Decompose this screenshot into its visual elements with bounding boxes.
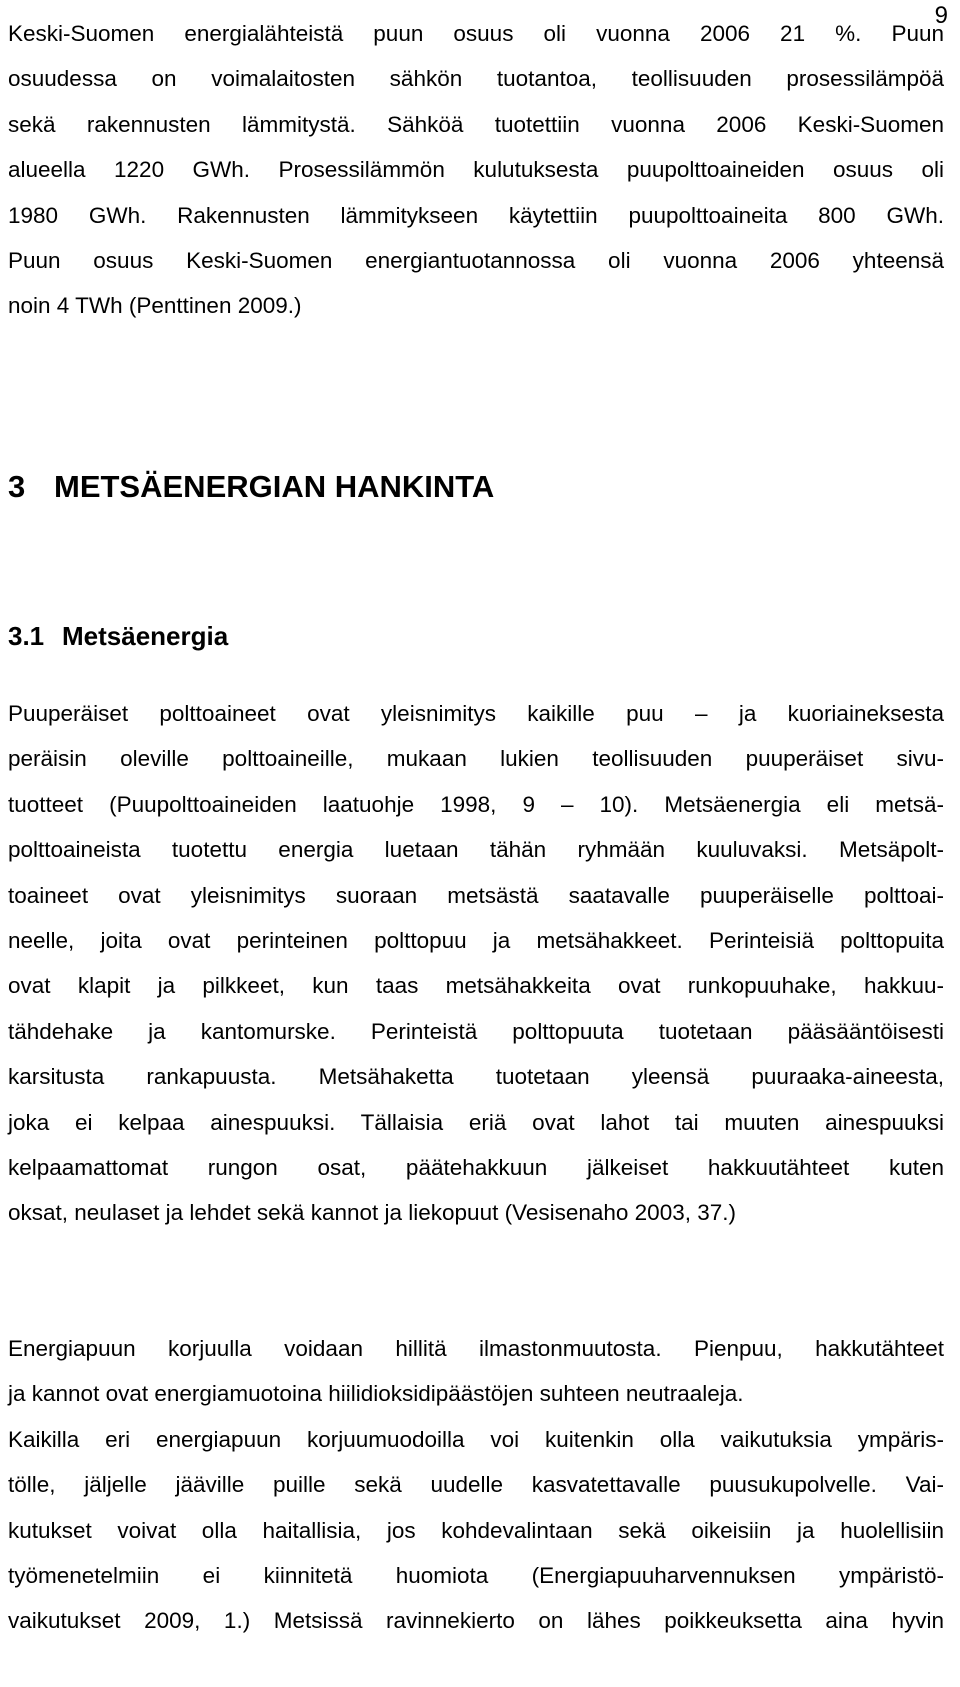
body-paragraph-1 — [8, 691, 944, 1236]
chapter-title: METSÄENERGIAN HANKINTA — [54, 469, 495, 504]
intro-line: 1980 GWh. Rakennusten lämmitykseen käytettiin puupolttoaineita 800 GWh. — [8, 202, 944, 228]
intro-line: sekä rakennusten lämmitystä. Sähköä tuotettiin vuonna 2006 Keski-Suomen — [8, 111, 944, 137]
chapter-number: 3 — [8, 469, 26, 504]
intro-line: Puun osuus Keski-Suomen energiantuotannossa oli vuonna 2006 yhteensä — [8, 248, 944, 274]
para2-line: tölle, jäljelle jääville puille sekä uudelle kasvatettavalle puusukupolvelle. Vai- — [8, 1472, 944, 1498]
para2-line: kutukset voivat olla haitallisia, jos kohdevalintaan sekä oikeisiin ja huolellisiin — [8, 1517, 944, 1543]
para1-line: karsitusta rankapuusta. Metsähaketta tuotetaan yleensä puuraaka-aineesta, — [8, 1064, 944, 1090]
para2-line: vaikutukset 2009, 1.) Metsissä ravinnekierto on lähes poikkeuksetta aina hyvin — [8, 1608, 944, 1634]
intro-line: osuudessa on voimalaitosten sähkön tuotantoa, teollisuuden prosessilämpöä — [8, 66, 944, 92]
section-heading — [8, 618, 228, 654]
para1-line: Puuperäiset polttoaineet ovat yleisnimitys kaikille puu – ja kuoriaineksesta — [8, 701, 944, 726]
para2-line: Energiapuun korjuulla voidaan hillitä ilmastonmuutosta. Pienpuu, hakkutähteet — [8, 1336, 944, 1361]
body-paragraph-2 — [8, 1326, 944, 1644]
intro-line: Keski-Suomen energialähteistä puun osuus oli vuonna 2006 21 %. Puun — [8, 21, 944, 46]
para1-line: peräisin oleville polttoaineille, mukaan lukien teollisuuden puuperäiset sivu- — [8, 746, 944, 772]
para1-line: polttoaineista tuotettu energia luetaan tähän ryhmään kuuluvaksi. Metsäpolt- — [8, 837, 944, 863]
para1-line: ovat klapit ja pilkkeet, kun taas metsähakkeita ovat runkopuuhake, hakkuu- — [8, 973, 944, 999]
intro-line: alueella 1220 GWh. Prosessilämmön kulutuksesta puupolttoaineiden osuus oli — [8, 157, 944, 183]
para1-line: tähdehake ja kantomurske. Perinteistä polttopuuta tuotetaan pääsääntöisesti — [8, 1018, 944, 1044]
para2-line: ja kannot ovat energiamuotoina hiilidioksidipäästöjen suhteen neutraaleja. — [8, 1381, 744, 1407]
para1-line: oksat, neulaset ja lehdet sekä kannot ja liekopuut (Vesisenaho 2003, 37.) — [8, 1200, 736, 1226]
page-number: 9 — [934, 2, 948, 29]
para1-line: tuotteet (Puupolttoaineiden laatuohje 1998, 9 – 10). Metsäenergia eli metsä- — [8, 791, 944, 817]
para2-line: Kaikilla eri energiapuun korjuumuodoilla voi kuitenkin olla vaikutuksia ympäris- — [8, 1426, 944, 1452]
para1-line: toaineet ovat yleisnimitys suoraan metsästä saatavalle puuperäiselle polttoai- — [8, 882, 944, 908]
chapter-heading — [8, 467, 494, 507]
para1-line: kelpaamattomat rungon osat, päätehakkuun jälkeiset hakkuutähteet kuten — [8, 1155, 944, 1181]
para1-line: joka ei kelpaa ainespuuksi. Tällaisia eriä ovat lahot tai muuten ainespuuksi — [8, 1109, 944, 1135]
para2-line: työmenetelmiin ei kiinnitetä huomiota (Energiapuuharvennuksen ympäristö- — [8, 1563, 944, 1589]
para1-line: neelle, joita ovat perinteinen polttopuu ja metsähakkeet. Perinteisiä polttopuita — [8, 928, 944, 954]
intro-line: noin 4 TWh (Penttinen 2009.) — [8, 293, 302, 319]
section-number: 3.1 — [8, 621, 45, 651]
intro-paragraph — [8, 11, 944, 329]
section-title: Metsäenergia — [62, 621, 229, 651]
